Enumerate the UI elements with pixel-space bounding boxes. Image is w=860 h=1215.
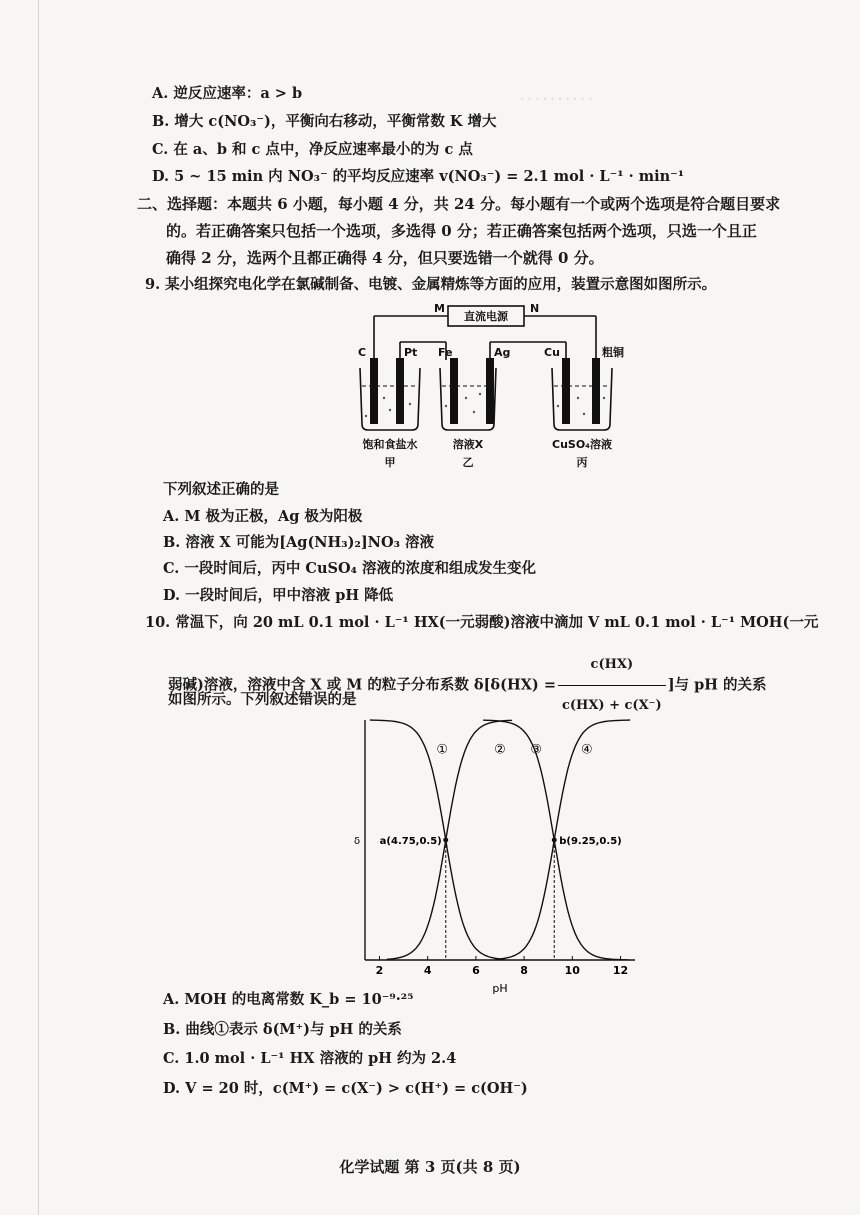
section-2-heading: 二、选择题：本题共 6 小题，每小题 4 分，共 24 分。每小题有一个或两个选项是符合题目要求 <box>137 195 781 213</box>
bleed-through-text: · · · · · · · · · · <box>520 92 593 106</box>
x-tick-label: 4 <box>423 964 432 977</box>
q8-option-b: B. 增大 c(NO₃⁻)，平衡向右移动，平衡常数 K 增大 <box>152 113 497 130</box>
power-source-label: 直流电源 <box>464 310 508 323</box>
q9-option-b: B. 溶液 X 可能为[Ag(NH₃)₂]NO₃ 溶液 <box>163 534 434 551</box>
q9-stem: 9. 某小组探究电化学在氯碱制备、电镀、金属精炼等方面的应用，装置示意图如图所示。 <box>145 276 717 293</box>
q10-stem-line-3: 如图所示。下列叙述错误的是 <box>168 691 357 708</box>
page-footer: 化学试题 第 3 页(共 8 页) <box>339 1158 521 1176</box>
q8-option-a: A. 逆反应速率：a > b <box>152 85 303 102</box>
electrode-label: C <box>358 346 367 359</box>
series-label: ③ <box>530 742 542 758</box>
cell-label: 乙 <box>462 456 474 469</box>
solution-label: 溶液X <box>452 438 484 451</box>
series-label: ① <box>436 742 448 758</box>
q9-option-a: A. M 极为正极，Ag 极为阳极 <box>163 508 363 525</box>
electrode-label: Cu <box>544 346 560 359</box>
x-tick-label: 8 <box>520 964 528 977</box>
y-axis-label: δ <box>353 836 361 847</box>
q10-option-b: B. 曲线①表示 δ(M⁺)与 pH 的关系 <box>163 1021 402 1038</box>
distribution-chart <box>345 710 645 1000</box>
electrode-label: Ag <box>494 346 511 359</box>
q10-stem-line-1: 10. 常温下，向 20 mL 0.1 mol · L⁻¹ HX(一元弱酸)溶液中滴加 V mL 0.1 mol · L⁻¹ MOH(一元 <box>145 614 819 631</box>
solution-label: CuSO₄溶液 <box>552 438 612 451</box>
q9-question: 下列叙述正确的是 <box>163 481 279 498</box>
terminal-m-label: M <box>434 302 445 315</box>
page-edge <box>38 0 39 1215</box>
cell-label: 丙 <box>576 456 588 469</box>
series-label: ② <box>494 742 506 758</box>
x-tick-label: 10 <box>564 964 580 977</box>
fraction-denominator: c(HX) + c(X⁻) <box>561 698 662 713</box>
x-tick-label: 6 <box>472 964 480 977</box>
data-point <box>443 838 448 843</box>
point-label: b(9.25,0.5) <box>559 836 622 847</box>
fraction-numerator: c(HX) <box>558 645 666 686</box>
terminal-n-label: N <box>530 302 540 315</box>
section-2-line-2: 的。若正确答案只包括一个选项，多选得 0 分；若正确答案包括两个选项，只选一个且正 <box>166 222 757 240</box>
q9-option-c: C. 一段时间后，丙中 CuSO₄ 溶液的浓度和组成发生变化 <box>163 560 537 577</box>
q10-stem-text: ]与 pH 的关系 <box>667 676 767 694</box>
x-tick-label: 12 <box>612 964 629 977</box>
q10-stem-text: 弱碱)溶液，溶液中含 X 或 M 的粒子分布系数 δ[δ(HX) = <box>168 676 556 694</box>
electrode-label: Fe <box>438 346 453 359</box>
solution-label: 饱和食盐水 <box>362 438 418 451</box>
x-tick-label: 2 <box>375 964 384 977</box>
electrode-label: Pt <box>404 346 418 359</box>
data-point <box>552 838 557 843</box>
x-axis-label: pH <box>492 982 508 995</box>
q10-option-d: D. V = 20 时，c(M⁺) = c(X⁻) > c(H⁺) = c(OH⁻) <box>163 1080 528 1097</box>
electrolysis-apparatus-diagram <box>340 298 630 490</box>
series-label: ④ <box>580 742 593 758</box>
point-label: a(4.75,0.5) <box>379 836 442 847</box>
section-2-line-3: 确得 2 分，选两个且都正确得 4 分，但只要选错一个就得 0 分。 <box>166 249 604 267</box>
cell-label: 甲 <box>384 456 396 469</box>
q8-option-c: C. 在 a、b 和 c 点中，净反应速率最小的为 c 点 <box>152 141 473 158</box>
q10-option-a: A. MOH 的电离常数 K_b = 10⁻⁹·²⁵ <box>163 991 414 1008</box>
electrode-label: 粗铜 <box>602 346 624 359</box>
q10-option-c: C. 1.0 mol · L⁻¹ HX 溶液的 pH 约为 2.4 <box>163 1050 457 1067</box>
q8-option-d: D. 5 ~ 15 min 内 NO₃⁻ 的平均反应速率 v(NO₃⁻) = 2.1 mol · L⁻¹ · min⁻¹ <box>152 168 685 185</box>
q9-option-d: D. 一段时间后，甲中溶液 pH 降低 <box>163 587 394 604</box>
